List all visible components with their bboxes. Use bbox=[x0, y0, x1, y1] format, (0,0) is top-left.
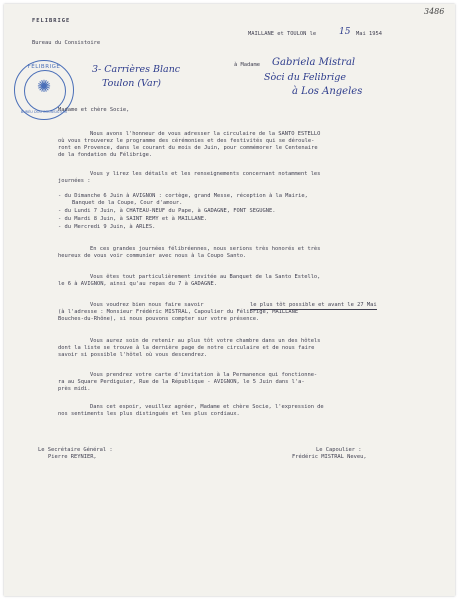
stamp-top-text: FÉLIBRIGE bbox=[27, 64, 61, 70]
right-signatory-title: Le Capoulier : bbox=[316, 447, 362, 453]
place-date-prefix: MAILLANE et TOULON le bbox=[248, 31, 317, 37]
recipient-address-line1: 3- Carrières Blanc bbox=[92, 64, 181, 75]
recipient-line2: Sòci du Felibrige bbox=[264, 72, 346, 83]
list-item-3: - du Mardi 8 Juin, à SAINT REMY et à MAILLANE. bbox=[58, 216, 208, 222]
left-signatory-title: Le Secrétaire Général : bbox=[38, 447, 113, 453]
recipient-address-line2: Toulon (Var) bbox=[102, 78, 161, 89]
p5-line1a: Vous voudrez bien nous faire savoir bbox=[90, 302, 204, 308]
recipient-prefix: à Madame bbox=[234, 62, 260, 68]
p6-line1: Vous aurez soin de retenir au plus tôt votre chambre dans un des hôtels bbox=[90, 338, 321, 344]
star-icon: ✺ bbox=[37, 73, 51, 98]
recipient-name: Gabriela Mistral bbox=[272, 57, 356, 68]
letterhead-org: FELIBRIGE bbox=[32, 18, 71, 24]
list-item-1-line1: - du Dimanche 6 Juin à AVIGNON : cortège, grand Messe, réception à la Mairie, bbox=[58, 193, 308, 199]
left-signatory-name: Pierre REYNIER, bbox=[48, 454, 97, 460]
p1-line4: de la fondation du Félibrige. bbox=[58, 152, 153, 158]
right-signatory-name: Frédéric MISTRAL Neveu, bbox=[292, 454, 367, 460]
p6-line3: savoir si possible l'hôtel où vous descendrez. bbox=[58, 352, 208, 358]
stamp-bottom-text: BURÈU DOU COUNSISTÒRI bbox=[20, 110, 68, 114]
p7-line1: Vous prendrez votre carte d'invitation à la Permanence qui fonctionne- bbox=[90, 372, 318, 378]
p5-line2: (à l'adresse : Monsieur Frédéric MISTRAL, Capoulier du Félibrige, MAILLANE bbox=[58, 309, 299, 315]
list-item-4: - du Mercredi 9 Juin, à ARLES. bbox=[58, 224, 156, 230]
p5-line3: Bouches-du-Rhône), si nous pouvons compter sur votre présence. bbox=[58, 316, 260, 322]
list-item-1-line2: Banquet de la Coupe, Cour d'amour. bbox=[72, 200, 183, 206]
list-item-2: - du Lundi 7 Juin, à CHATEAU-NEUF du Pape, à GADAGNE, FONT SEGUGNE. bbox=[58, 208, 276, 214]
p6-line2: dont la liste se trouve à la dernière page de notre circulaire et de nous faire bbox=[58, 345, 315, 351]
archive-number: 3486 bbox=[424, 7, 445, 16]
p3-line1: En ces grandes journées félibréennes, nous serions très honorés et très bbox=[90, 246, 321, 252]
letterhead-bureau: Bureau du Consistoire bbox=[32, 40, 101, 46]
p1-line3: ront en Provence, dans le courant du mois de Juin, pour commémorer le Centenaire bbox=[58, 145, 318, 151]
recipient-line3: à Los Angeles bbox=[292, 86, 363, 97]
p7-line3: près midi. bbox=[58, 386, 91, 392]
p1-line1: Nous avons l'honneur de vous adresser la circulaire de la SANTO ESTELLO bbox=[90, 131, 321, 137]
date-day: 15 bbox=[339, 27, 351, 37]
p2-line1: Vous y lirez les détails et les renseignements concernant notamment les bbox=[90, 171, 321, 177]
p5-deadline: le plus tôt possible et avant le 27 Mai bbox=[250, 302, 377, 308]
letter-page bbox=[4, 4, 455, 596]
p4-line2: le 6 à AVIGNON, ainsi qu'au repas du 7 à GADAGNE. bbox=[58, 281, 218, 287]
date-suffix: Mai 1954 bbox=[356, 31, 382, 37]
salutation: Madame et chère Socie, bbox=[58, 107, 130, 113]
p7-line2: ra au Square Perdiguier, Rue de la République - AVIGNON, le 5 Juin dans l'a- bbox=[58, 379, 305, 385]
p4-line1: Vous êtes tout particulièrement invitée au Banquet de la Santo Estello, bbox=[90, 274, 321, 280]
p8-line2: nos sentiments les plus distingués et les plus cordiaux. bbox=[58, 411, 240, 417]
p3-line2: heureux de vous voir communier avec nous à la Coupo Santo. bbox=[58, 253, 247, 259]
p1-line2: où vous trouverez le programme des cérémonies et des festivités qui se déroule- bbox=[58, 138, 315, 144]
p8-line1: Dans cet espoir, veuillez agréer, Madame et chère Socie, l'expression de bbox=[90, 404, 324, 410]
p2-line2: journées : bbox=[58, 178, 91, 184]
